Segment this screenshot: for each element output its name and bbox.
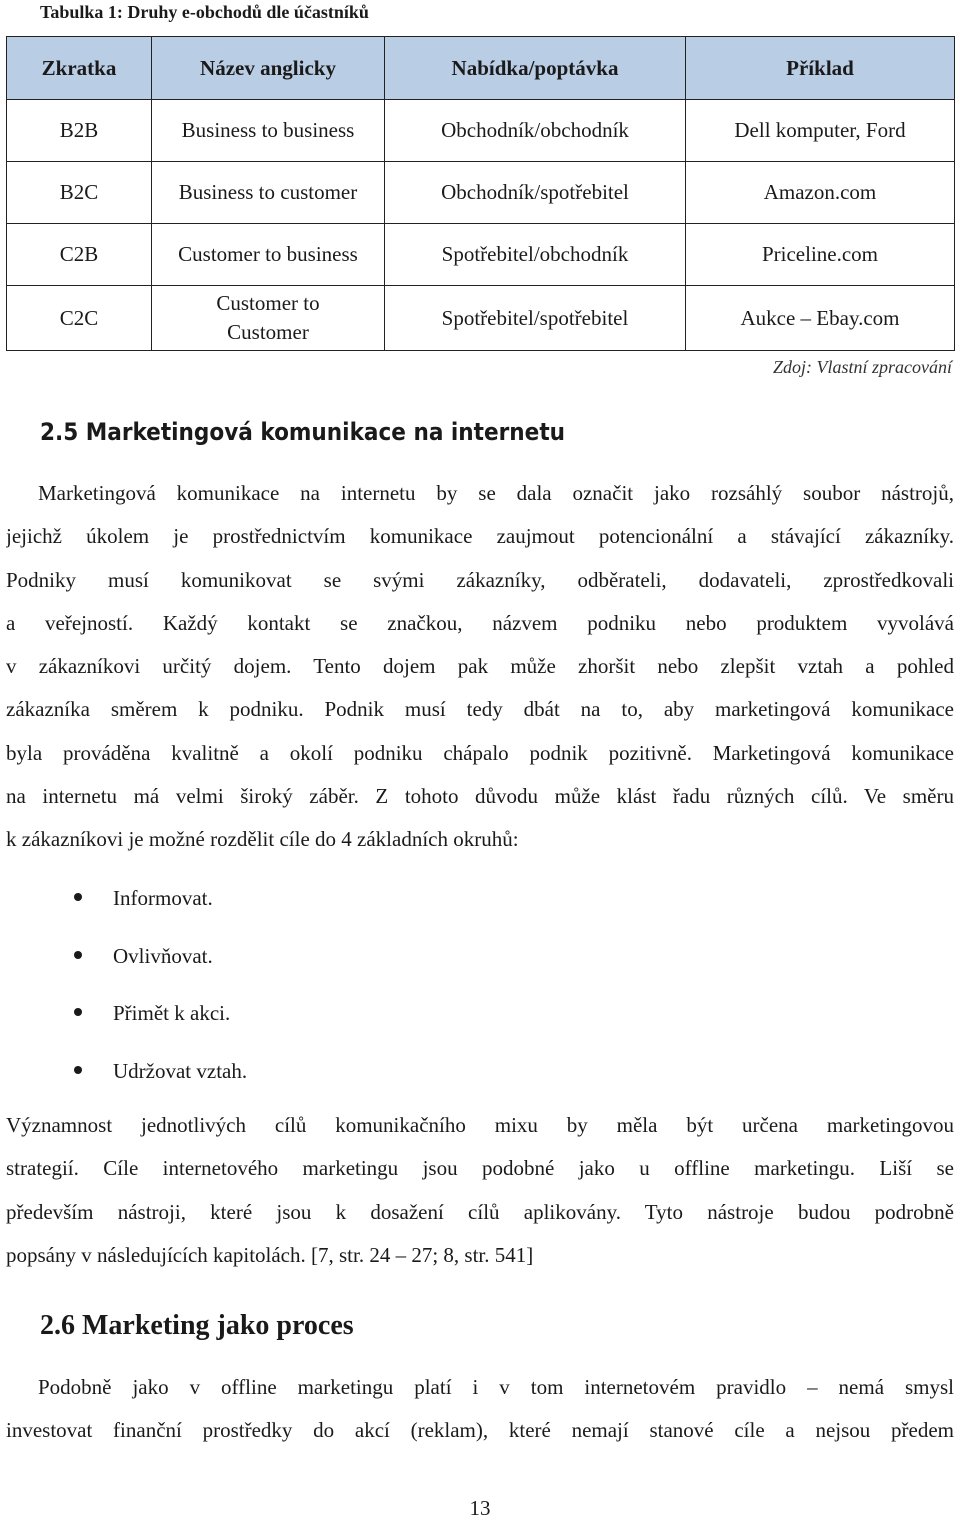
communication-goals-list: [0, 876, 247, 1106]
cell-english-name: Business to customer: [152, 162, 385, 224]
cell-offer-demand: Spotřebitel/spotřebitel: [385, 286, 686, 351]
text-line: k zákazníkovi je možné rozdělit cíle do 4 základních okruhů:: [6, 827, 519, 852]
cell-offer-demand: Obchodník/obchodník: [385, 100, 686, 162]
bullet-icon: [74, 951, 82, 959]
text-line: Významnost jednotlivých cílů komunikačního mixu by měla být určena marketingovou: [6, 1113, 954, 1137]
list-item-label: Přimět k akci.: [113, 1001, 231, 1025]
text-line: především nástroji, které jsou k dosažení cílů aplikovány. Tyto nástroje budou podrobně: [6, 1199, 954, 1224]
text-line: v zákazníkovi určitý dojem. Tento dojem pak může zhoršit nebo zlepšit vztah a pohled: [6, 654, 954, 679]
page-number: 13: [469, 1496, 491, 1520]
cell-example: Aukce – Ebay.com: [686, 286, 955, 351]
cell-abbreviation: C2B: [7, 224, 152, 286]
paragraph-marketing-communication: [6, 472, 954, 862]
paragraph-goals-significance: [6, 1104, 954, 1277]
table-caption: Tabulka 1: Druhy e-obchodů dle účastníků: [40, 2, 369, 22]
text-line: Marketingová komunikace na internetu by se dala označit jako rozsáhlý soubor nástrojů,: [38, 481, 954, 505]
list-item: [0, 876, 247, 934]
section-heading-2-6: 2.6 Marketing jako proces: [40, 1310, 354, 1341]
header-abbreviation: Zkratka: [7, 37, 152, 100]
text-line: investovat finanční prostředky do akcí (reklam), které nemají stanové cíle a nejsou předem: [6, 1418, 954, 1443]
text-line: a veřejností. Každý kontakt se značkou, názvem podniku nebo produktem vyvolává: [6, 610, 954, 635]
cell-offer-demand: Obchodník/spotřebitel: [385, 162, 686, 224]
cell-abbreviation: C2C: [7, 286, 152, 351]
header-example: Příklad: [686, 37, 955, 100]
list-item-label: Udržovat vztah.: [113, 1058, 248, 1083]
section-heading-2-5: 2.5 Marketingová komunikace na internetu: [40, 418, 566, 446]
table-row: [7, 162, 955, 224]
cell-abbreviation: B2C: [7, 162, 152, 224]
list-item-label: Informovat.: [113, 886, 213, 910]
cell-example: Priceline.com: [686, 224, 955, 286]
header-offer-demand: Nabídka/poptávka: [385, 37, 686, 100]
cell-abbreviation: B2B: [7, 100, 152, 162]
text-line: strategií. Cíle internetového marketingu jsou podobné jako u offline marketingu. Liší se: [6, 1156, 954, 1181]
cell-example: Amazon.com: [686, 162, 955, 224]
cell-example: Dell komputer, Ford: [686, 100, 955, 162]
text-line: zákazníka směrem k podniku. Podnik musí tedy dbát na to, aby marketingová komunikace: [6, 697, 954, 722]
header-english-name: Název anglicky: [152, 37, 385, 100]
text-line: na internetu má velmi široký záběr. Z tohoto důvodu může klást řadu různých cílů. Ve směru: [6, 784, 954, 809]
ecommerce-types-table: [6, 36, 955, 351]
table-source-note: Zdoj: Vlastní zpracování: [773, 357, 952, 377]
text-line: byla prováděna kvalitně a okolí podniku chápalo podnik pozitivně. Marketingová komunikace: [6, 740, 954, 765]
table-header-row: [7, 37, 955, 100]
bullet-icon: [74, 1008, 82, 1016]
cell-offer-demand: Spotřebitel/obchodník: [385, 224, 686, 286]
list-item: [0, 1049, 247, 1107]
table-row: [7, 100, 955, 162]
bullet-icon: [74, 893, 82, 901]
list-item-label: Ovlivňovat.: [113, 943, 213, 968]
text-line: Podobně jako v offline marketingu platí i v tom internetovém pravidlo – nemá smysl: [38, 1375, 954, 1399]
cell-english-name: Customer to business: [152, 224, 385, 286]
table-row: [7, 286, 955, 351]
paragraph-marketing-process: [6, 1366, 954, 1453]
cell-english-name: Customer to Customer: [152, 286, 385, 351]
list-item: [0, 934, 247, 992]
table-row: [7, 224, 955, 286]
list-item: [0, 991, 247, 1049]
text-line: jejichž úkolem je prostřednictvím komunikace zaujmout potencionální a stávající zákazníky.: [6, 524, 954, 549]
cell-english-name: Business to business: [152, 100, 385, 162]
bullet-icon: [74, 1066, 82, 1074]
text-line: Podniky musí komunikovat se svými zákazníky, odběrateli, dodavateli, zprostředkovali: [6, 567, 954, 592]
text-line: popsány v následujících kapitolách. [7, str. 24 – 27; 8, str. 541]: [6, 1242, 534, 1267]
